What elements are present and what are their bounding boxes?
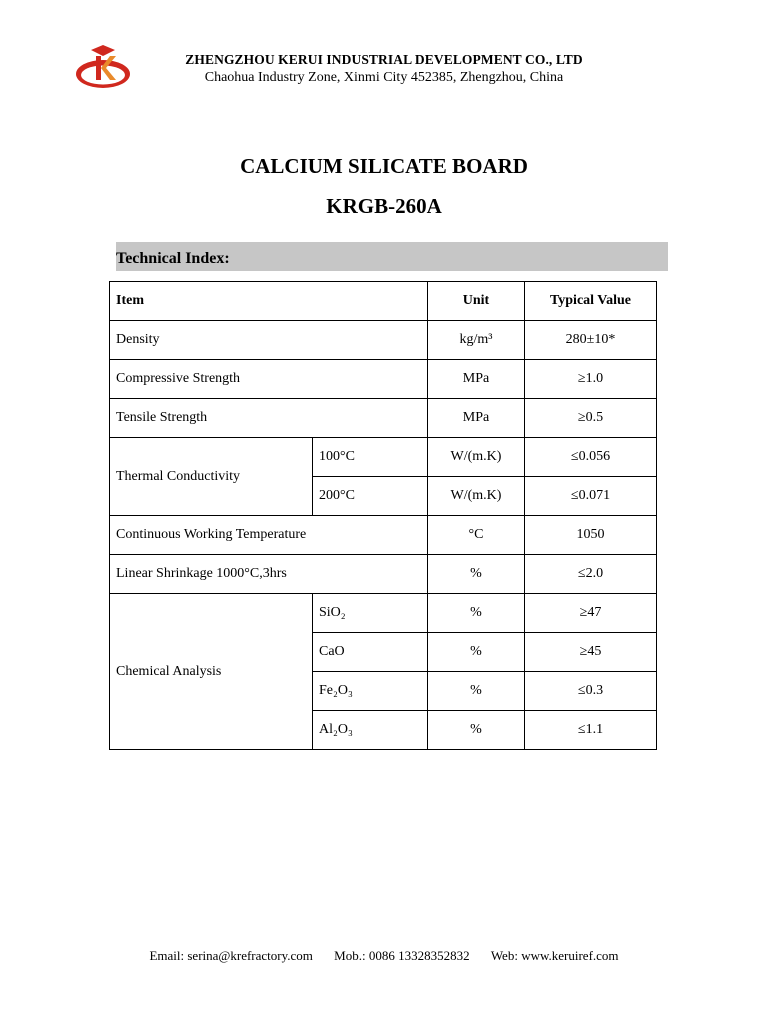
table-row bbox=[110, 516, 657, 555]
row-condition: 100°C bbox=[313, 438, 428, 477]
row-unit: % bbox=[428, 594, 525, 633]
row-value: 1050 bbox=[525, 516, 657, 555]
product-model: KRGB-260A bbox=[326, 194, 442, 218]
row-item: Continuous Working Temperature bbox=[110, 516, 428, 555]
footer-contact bbox=[0, 948, 768, 964]
table-row bbox=[110, 360, 657, 399]
row-component: SiO₂ bbox=[313, 594, 428, 633]
company-address: Chaohua Industry Zone, Xinmi City 452385, Zhengzhou, China bbox=[204, 70, 564, 85]
footer-mobile: Mob.: 0086 13328352832 bbox=[334, 948, 470, 963]
row-component: Al₂O₃ bbox=[313, 711, 428, 750]
row-unit: % bbox=[428, 711, 525, 750]
row-value: ≤2.0 bbox=[525, 555, 657, 594]
footer-web[interactable]: Web: www.keruiref.com bbox=[490, 948, 619, 963]
row-unit: kg/m³ bbox=[428, 321, 525, 360]
product-title: CALCIUM SILICATE BOARD bbox=[240, 154, 528, 178]
table-row bbox=[110, 594, 657, 633]
header-item: Item bbox=[110, 282, 428, 321]
row-item: Density bbox=[110, 321, 428, 360]
row-value: 280±10* bbox=[525, 321, 657, 360]
row-component: CaO bbox=[313, 633, 428, 672]
row-unit: MPa bbox=[428, 360, 525, 399]
row-value: ≤0.3 bbox=[525, 672, 657, 711]
row-unit: W/(m.K) bbox=[428, 438, 525, 477]
row-condition: 200°C bbox=[313, 477, 428, 516]
row-unit: MPa bbox=[428, 399, 525, 438]
row-item: Thermal Conductivity bbox=[110, 438, 313, 516]
row-unit: % bbox=[428, 555, 525, 594]
row-unit: % bbox=[428, 672, 525, 711]
company-name: ZHENGZHOU KERUI INDUSTRIAL DEVELOPMENT CO., LTD bbox=[185, 52, 583, 67]
row-value: ≤0.071 bbox=[525, 477, 657, 516]
footer-email[interactable]: Email: serina@krefractory.com bbox=[149, 948, 313, 963]
row-value: ≥45 bbox=[525, 633, 657, 672]
row-value: ≤0.056 bbox=[525, 438, 657, 477]
table-row bbox=[110, 555, 657, 594]
row-item: Linear Shrinkage 1000°C,3hrs bbox=[110, 555, 428, 594]
table-row bbox=[110, 399, 657, 438]
table-header-row bbox=[110, 282, 657, 321]
row-value: ≥47 bbox=[525, 594, 657, 633]
row-item: Compressive Strength bbox=[110, 360, 428, 399]
technical-index-table bbox=[109, 281, 657, 750]
header-unit: Unit bbox=[428, 282, 525, 321]
row-unit: °C bbox=[428, 516, 525, 555]
header-typical-value: Typical Value bbox=[525, 282, 657, 321]
row-item: Tensile Strength bbox=[110, 399, 428, 438]
row-value: ≤1.1 bbox=[525, 711, 657, 750]
table-row bbox=[110, 321, 657, 360]
section-heading: Technical Index: bbox=[116, 250, 230, 267]
row-unit: % bbox=[428, 633, 525, 672]
table-row bbox=[110, 438, 657, 477]
row-value: ≥1.0 bbox=[525, 360, 657, 399]
section-header-bar bbox=[116, 242, 668, 271]
row-value: ≥0.5 bbox=[525, 399, 657, 438]
row-component: Fe₂O₃ bbox=[313, 672, 428, 711]
row-item: Chemical Analysis bbox=[110, 594, 313, 750]
row-unit: W/(m.K) bbox=[428, 477, 525, 516]
